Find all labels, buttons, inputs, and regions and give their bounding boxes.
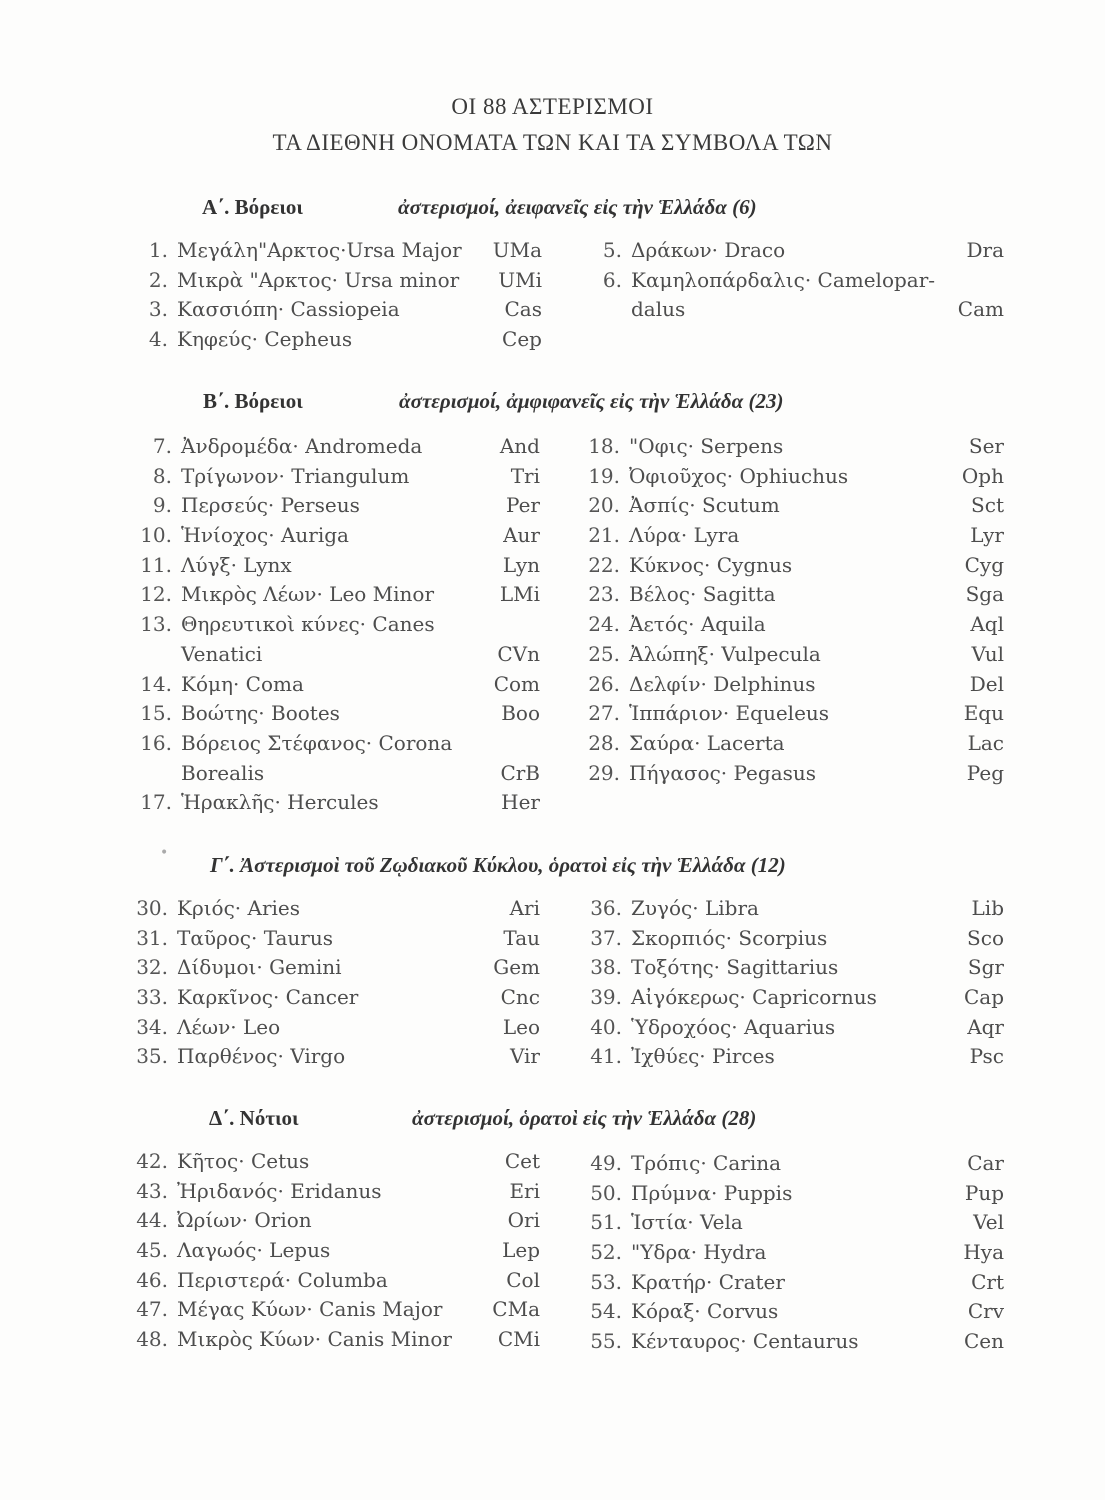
constellation-row bbox=[584, 582, 1004, 612]
constellation-row bbox=[136, 464, 540, 494]
constellation-number: 12. bbox=[140, 582, 172, 607]
constellation-symbol: Cas bbox=[504, 297, 542, 322]
constellation-number: 18. bbox=[588, 434, 620, 458]
section-d-label: Δ΄. Νότιοι bbox=[209, 1106, 299, 1130]
constellation-name: "Υδρα· Hydra bbox=[631, 1240, 767, 1265]
section-b-heading bbox=[0, 389, 1105, 419]
constellation-number: 9. bbox=[152, 493, 172, 518]
constellation-name: Κριός· Aries bbox=[177, 896, 300, 920]
constellation-number: 49. bbox=[590, 1151, 622, 1175]
constellation-symbol: Com bbox=[493, 671, 540, 696]
constellation-row bbox=[136, 493, 540, 523]
constellation-name: Βέλος· Sagitta bbox=[629, 582, 776, 607]
constellation-row bbox=[586, 1210, 1004, 1240]
constellation-symbol: Cap bbox=[963, 985, 1004, 1010]
constellation-name: Κόμη· Coma bbox=[181, 671, 304, 696]
constellation-row bbox=[132, 297, 542, 327]
section-d-left-list bbox=[132, 1149, 540, 1357]
constellation-symbol: Sgr bbox=[967, 955, 1004, 980]
constellation-row bbox=[136, 523, 540, 553]
constellation-symbol: Ari bbox=[509, 896, 540, 920]
constellation-symbol: Car bbox=[967, 1151, 1004, 1175]
constellation-number: 20. bbox=[588, 493, 620, 518]
constellation-number: 14. bbox=[140, 671, 172, 696]
constellation-row bbox=[584, 701, 1004, 731]
constellation-name: Δελφίν· Delphinus bbox=[629, 671, 816, 696]
constellation-number: 46. bbox=[136, 1267, 168, 1292]
constellation-name: Τρόπις· Carina bbox=[631, 1151, 782, 1175]
constellation-symbol: UMi bbox=[498, 267, 542, 292]
constellation-number: 4. bbox=[148, 327, 168, 352]
constellation-number: 34. bbox=[136, 1014, 168, 1039]
constellation-number: 51. bbox=[590, 1210, 622, 1235]
constellation-number: 47. bbox=[136, 1297, 168, 1322]
constellation-name: Ἰχθύες· Pirces bbox=[631, 1044, 775, 1069]
section-c-heading bbox=[0, 853, 1105, 883]
constellation-symbol: CVn bbox=[497, 641, 540, 666]
speck-mark: • bbox=[160, 845, 169, 861]
constellation-row bbox=[136, 642, 540, 672]
constellation-symbol: Aql bbox=[970, 612, 1004, 637]
constellation-number: 55. bbox=[590, 1329, 622, 1354]
constellation-row bbox=[136, 731, 540, 761]
constellation-symbol: Lep bbox=[502, 1238, 540, 1263]
constellation-number: 26. bbox=[588, 671, 620, 696]
constellation-number: 5. bbox=[602, 238, 622, 262]
constellation-name: Λαγωός· Lepus bbox=[177, 1238, 331, 1263]
constellation-symbol: Cet bbox=[504, 1149, 540, 1173]
constellation-row bbox=[586, 926, 1004, 956]
constellation-row bbox=[136, 672, 540, 702]
constellation-row bbox=[132, 985, 540, 1015]
constellation-number: 1. bbox=[148, 238, 168, 262]
constellation-name: Σαύρα· Lacerta bbox=[629, 730, 785, 755]
constellation-name: Ἀετός· Aquila bbox=[629, 612, 766, 637]
constellation-symbol: CrB bbox=[500, 760, 540, 785]
constellation-name: Ὑδροχόος· Aquarius bbox=[631, 1014, 836, 1039]
constellation-name: Βοώτης· Bootes bbox=[181, 701, 340, 726]
constellation-number: 10. bbox=[140, 523, 172, 548]
constellation-row bbox=[136, 701, 540, 731]
constellation-symbol: Gem bbox=[493, 955, 540, 980]
constellation-row bbox=[132, 926, 540, 956]
constellation-number: 13. bbox=[140, 612, 172, 637]
constellation-number: 50. bbox=[590, 1180, 622, 1205]
constellation-number: 30. bbox=[136, 896, 168, 920]
constellation-symbol: Cen bbox=[963, 1329, 1004, 1354]
constellation-name: Κασσιόπη· Cassiopeia bbox=[177, 297, 400, 322]
constellation-row bbox=[584, 731, 1004, 761]
constellation-symbol: Her bbox=[501, 790, 540, 815]
constellation-row bbox=[136, 790, 540, 820]
section-d-desc: ἀστερισμοί, ὁρατοὶ εἰς τὴν Ἑλλάδα (28) bbox=[412, 1106, 757, 1130]
constellation-symbol: Crt bbox=[971, 1269, 1004, 1294]
constellation-number: 23. bbox=[588, 582, 620, 607]
page-subtitle: ΤΑ ΔΙΕΘΝΗ ΟΝΟΜΑΤΑ ΤΩΝ ΚΑΙ ΤΑ ΣΥΜΒΟΛΑ ΤΩΝ bbox=[272, 130, 833, 155]
constellation-name: Λύρα· Lyra bbox=[629, 523, 740, 548]
constellation-row bbox=[132, 1238, 540, 1268]
constellation-row bbox=[132, 238, 542, 268]
section-a-desc: ἀστερισμοί, ἀειφανεῖς εἰς τὴν Ἑλλάδα (6) bbox=[398, 195, 757, 219]
constellation-symbol: Tau bbox=[503, 925, 540, 950]
constellation-number: 21. bbox=[588, 523, 620, 548]
constellation-name: Βόρειος Στέφανος· Corona bbox=[181, 730, 453, 755]
constellation-name: Μικρὸς Κύων· Canis Minor bbox=[177, 1327, 452, 1352]
constellation-name: Λύγξ· Lynx bbox=[181, 552, 292, 577]
constellation-row bbox=[132, 896, 540, 926]
constellation-symbol: Vir bbox=[509, 1044, 540, 1069]
constellation-name: Ἱστία· Vela bbox=[631, 1210, 743, 1235]
constellation-number: 52. bbox=[590, 1240, 622, 1265]
constellation-name: Μικρὸς Λέων· Leo Minor bbox=[181, 582, 435, 607]
constellation-row bbox=[132, 1327, 540, 1357]
constellation-row bbox=[586, 1270, 1004, 1300]
constellation-number: 53. bbox=[590, 1269, 622, 1294]
constellation-symbol: And bbox=[499, 434, 540, 458]
constellation-name: Μέγας Κύων· Canis Major bbox=[177, 1297, 443, 1322]
constellation-number: 39. bbox=[590, 985, 622, 1010]
constellation-symbol: Lac bbox=[967, 730, 1004, 755]
constellation-row bbox=[132, 1044, 540, 1074]
constellation-name: Κόραξ· Corvus bbox=[631, 1299, 779, 1324]
constellation-number: 41. bbox=[590, 1044, 622, 1069]
constellation-symbol: Eri bbox=[509, 1178, 540, 1203]
constellation-name: Venatici bbox=[181, 641, 263, 666]
constellation-row bbox=[586, 1044, 1004, 1074]
constellation-row bbox=[136, 434, 540, 464]
constellation-name: Ἡνίοχος· Auriga bbox=[181, 523, 349, 548]
constellation-name: Ἀνδρομέδα· Andromeda bbox=[181, 434, 423, 458]
constellation-symbol: Sco bbox=[967, 925, 1004, 950]
constellation-symbol: Oph bbox=[961, 463, 1004, 488]
constellation-row bbox=[132, 955, 540, 985]
constellation-name: Ἀλώπηξ· Vulpecula bbox=[629, 641, 821, 666]
constellation-number: 29. bbox=[588, 760, 620, 785]
constellation-name: dalus bbox=[631, 297, 686, 322]
constellation-name: Κένταυρος· Centaurus bbox=[631, 1329, 859, 1354]
constellation-name: Ταῦρος· Taurus bbox=[177, 925, 334, 950]
constellation-symbol: Del bbox=[969, 671, 1004, 696]
constellation-row bbox=[136, 761, 540, 791]
constellation-symbol: Tri bbox=[510, 463, 540, 488]
constellation-name: Borealis bbox=[181, 760, 265, 785]
constellation-symbol: Pup bbox=[964, 1180, 1004, 1205]
constellation-symbol: Crv bbox=[967, 1299, 1004, 1324]
constellation-name: Ὀφιοῦχος· Ophiuchus bbox=[629, 463, 849, 488]
constellation-name: Ἱππάριον· Equeleus bbox=[629, 701, 830, 726]
section-c-label: Γ΄. Ἀστερισμοὶ τοῦ Ζῳδιακοῦ Κύκλου, ὁρατοὶ εἰς τὴν Ἑλλάδα (12) bbox=[210, 853, 786, 877]
constellation-row bbox=[586, 1181, 1004, 1211]
constellation-name: Περιστερά· Columba bbox=[177, 1267, 388, 1292]
constellation-symbol: LMi bbox=[499, 582, 540, 607]
constellation-symbol: CMa bbox=[492, 1297, 540, 1322]
constellation-row bbox=[132, 1149, 540, 1179]
constellation-symbol: Lib bbox=[971, 896, 1004, 920]
constellation-symbol: Ori bbox=[507, 1208, 540, 1233]
constellation-name: Περσεύς· Perseus bbox=[181, 493, 360, 518]
constellation-name: Μικρὰ "Αρκτος· Ursa minor bbox=[177, 267, 460, 292]
constellation-name: Ἀσπίς· Scutum bbox=[629, 493, 780, 518]
constellation-number: 48. bbox=[136, 1327, 168, 1352]
constellation-symbol: Lyr bbox=[970, 523, 1004, 548]
constellation-row bbox=[584, 672, 1004, 702]
constellation-number: 33. bbox=[136, 985, 168, 1010]
constellation-row bbox=[584, 523, 1004, 553]
section-a-label: Α΄. Βόρειοι bbox=[202, 195, 303, 219]
constellation-number: 28. bbox=[588, 730, 620, 755]
constellation-number: 24. bbox=[588, 612, 620, 637]
constellation-row bbox=[586, 1299, 1004, 1329]
constellation-name: Ἡρακλῆς· Hercules bbox=[181, 790, 379, 815]
constellation-number: 15. bbox=[140, 701, 172, 726]
constellation-number: 3. bbox=[148, 297, 168, 322]
constellation-row bbox=[584, 464, 1004, 494]
constellation-number: 37. bbox=[590, 925, 622, 950]
section-d-right-list bbox=[586, 1151, 1004, 1359]
constellation-number: 27. bbox=[588, 701, 620, 726]
constellation-name: "Οφις· Serpens bbox=[629, 434, 784, 458]
constellation-symbol: Per bbox=[506, 493, 540, 518]
constellation-name: Ὠρίων· Orion bbox=[177, 1208, 312, 1233]
constellation-number: 31. bbox=[136, 925, 168, 950]
constellation-number: 45. bbox=[136, 1238, 168, 1263]
constellation-number: 22. bbox=[588, 552, 620, 577]
constellation-number: 6. bbox=[602, 267, 622, 292]
constellation-row bbox=[132, 268, 542, 298]
constellation-number: 32. bbox=[136, 955, 168, 980]
constellation-symbol: Aqr bbox=[967, 1014, 1004, 1039]
constellation-number: 38. bbox=[590, 955, 622, 980]
constellation-number: 2. bbox=[148, 267, 168, 292]
constellation-number: 25. bbox=[588, 641, 620, 666]
section-d-heading bbox=[0, 1106, 1105, 1136]
constellation-symbol: Equ bbox=[963, 701, 1004, 726]
constellation-number: 19. bbox=[588, 463, 620, 488]
section-a-right-list bbox=[586, 238, 1004, 327]
constellation-symbol: Dra bbox=[966, 238, 1004, 262]
constellation-row bbox=[586, 1015, 1004, 1045]
constellation-symbol: Vul bbox=[971, 641, 1004, 666]
constellation-number: 36. bbox=[590, 896, 622, 920]
constellation-symbol: Cyg bbox=[964, 552, 1004, 577]
section-a-left-list bbox=[132, 238, 542, 357]
constellation-number: 40. bbox=[590, 1014, 622, 1039]
constellation-row bbox=[132, 1179, 540, 1209]
constellation-name: Κρατήρ· Crater bbox=[631, 1269, 785, 1294]
constellation-row bbox=[586, 1151, 1004, 1181]
constellation-row bbox=[586, 1240, 1004, 1270]
constellation-number: 54. bbox=[590, 1299, 622, 1324]
constellation-row bbox=[584, 493, 1004, 523]
constellation-symbol: Col bbox=[506, 1267, 540, 1292]
constellation-name: Παρθένος· Virgo bbox=[177, 1044, 346, 1069]
constellation-name: Δράκων· Draco bbox=[631, 238, 786, 262]
constellation-symbol: Cep bbox=[502, 327, 542, 352]
page-title: ΟΙ 88 ΑΣΤΕΡΙΣΜΟΙ bbox=[451, 94, 654, 119]
constellation-number: 43. bbox=[136, 1178, 168, 1203]
constellation-number: 8. bbox=[152, 463, 172, 488]
constellation-number: 16. bbox=[140, 730, 172, 755]
constellation-name: Ζυγός· Libra bbox=[631, 896, 759, 920]
constellation-row bbox=[586, 268, 1004, 298]
constellation-number: 17. bbox=[140, 790, 172, 815]
constellation-number: 44. bbox=[136, 1208, 168, 1233]
constellation-name: Δίδυμοι· Gemini bbox=[177, 955, 342, 980]
constellation-name: Πρύμνα· Puppis bbox=[631, 1180, 793, 1205]
constellation-symbol: UMa bbox=[492, 238, 542, 262]
constellation-symbol: Peg bbox=[966, 760, 1004, 785]
constellation-name: Κῆτος· Cetus bbox=[177, 1149, 310, 1173]
constellation-row bbox=[584, 642, 1004, 672]
constellation-row bbox=[136, 582, 540, 612]
constellation-symbol: Cnc bbox=[500, 985, 540, 1010]
section-b-right-list bbox=[584, 434, 1004, 790]
constellation-name: Κηφεύς· Cepheus bbox=[177, 327, 353, 352]
constellation-row bbox=[586, 238, 1004, 268]
constellation-name: Ἠριδανός· Eridanus bbox=[177, 1178, 382, 1203]
constellation-name: Καμηλοπάρδαλις· Camelopar- bbox=[631, 267, 936, 292]
constellation-name: Τοξότης· Sagittarius bbox=[631, 955, 839, 980]
constellation-row bbox=[584, 612, 1004, 642]
constellation-row bbox=[586, 955, 1004, 985]
constellation-symbol: Psc bbox=[969, 1044, 1004, 1069]
constellation-name: Σκορπιός· Scorpius bbox=[631, 925, 828, 950]
section-b-label: Β΄. Βόρειοι bbox=[203, 389, 303, 413]
constellation-symbol: Leo bbox=[502, 1014, 540, 1039]
constellation-symbol: Cam bbox=[957, 297, 1004, 322]
constellation-symbol: Ser bbox=[968, 434, 1004, 458]
constellation-name: Αἰγόκερως· Capricornus bbox=[631, 985, 877, 1010]
constellation-row bbox=[586, 1329, 1004, 1359]
section-c-right-list bbox=[586, 896, 1004, 1074]
constellation-row bbox=[132, 1297, 540, 1327]
constellation-row bbox=[132, 327, 542, 357]
constellation-row bbox=[136, 612, 540, 642]
section-b-left-list bbox=[136, 434, 540, 820]
constellation-number: 35. bbox=[136, 1044, 168, 1069]
constellation-number: 42. bbox=[136, 1149, 168, 1173]
constellation-row bbox=[586, 297, 1004, 327]
constellation-row bbox=[132, 1015, 540, 1045]
section-a-heading bbox=[0, 195, 1105, 225]
constellation-symbol: Lyn bbox=[502, 552, 540, 577]
constellation-row bbox=[584, 434, 1004, 464]
constellation-symbol: Vel bbox=[973, 1210, 1004, 1235]
constellation-symbol: Hya bbox=[963, 1240, 1004, 1265]
section-c-left-list bbox=[132, 896, 540, 1074]
constellation-name: Λέων· Leo bbox=[177, 1014, 281, 1039]
constellation-name: Μεγάλη"Αρκτος·Ursa Major bbox=[177, 238, 462, 262]
section-b-desc: ἀστερισμοί, ἀμφιφανεῖς εἰς τὴν Ἑλλάδα (23) bbox=[399, 389, 784, 413]
constellation-symbol: Sga bbox=[965, 582, 1004, 607]
constellation-name: Καρκῖνος· Cancer bbox=[177, 985, 359, 1010]
constellation-row bbox=[132, 1208, 540, 1238]
constellation-name: Τρίγωνον· Triangulum bbox=[181, 463, 410, 488]
constellation-symbol: Sct bbox=[971, 493, 1004, 518]
constellation-row bbox=[584, 553, 1004, 583]
constellation-symbol: Aur bbox=[503, 523, 540, 548]
constellation-symbol: CMi bbox=[497, 1327, 540, 1352]
constellation-row bbox=[132, 1268, 540, 1298]
constellation-row bbox=[136, 553, 540, 583]
constellation-row bbox=[586, 896, 1004, 926]
constellation-symbol: Boo bbox=[501, 701, 540, 726]
constellation-row bbox=[586, 985, 1004, 1015]
constellation-name: Κύκνος· Cygnus bbox=[629, 552, 793, 577]
constellation-row bbox=[584, 761, 1004, 791]
constellation-name: Πήγασος· Pegasus bbox=[629, 760, 817, 785]
constellation-number: 11. bbox=[140, 552, 172, 577]
constellation-name: Θηρευτικοὶ κύνες· Canes bbox=[181, 612, 435, 637]
constellation-number: 7. bbox=[152, 434, 172, 458]
